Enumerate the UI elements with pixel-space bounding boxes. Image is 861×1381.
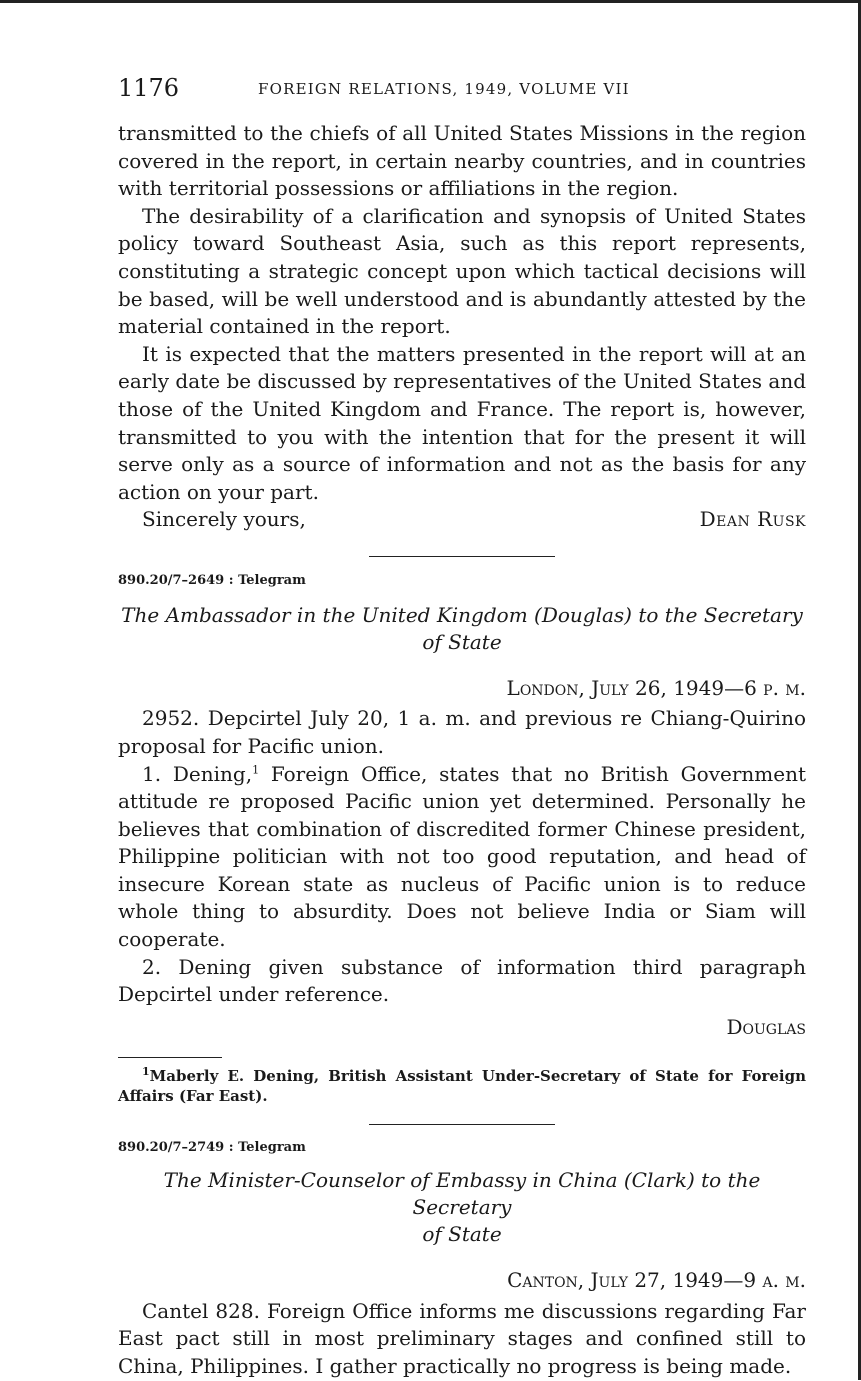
page-number: 1176 [118,74,180,102]
footnote-marker: 1 [142,1064,150,1078]
page-header [118,74,808,104]
doc1-signature: Douglas [726,1014,806,1039]
doc1-paragraph-3: 2. Dening given substance of information third paragraph Depcirtel under reference. [118,954,806,1007]
letter-paragraph-2: The desirability of a clarification and synopsis of United States policy toward Southeast Asia, such as this report represents, constituting a strategic concept upon which tactical decisions will be based, will be well understood and is abundantly attested by the material contained in the report. [118,203,806,339]
footnote [118,1066,806,1106]
letter-closing: Sincerely yours, [142,507,306,532]
doc2-heading-line-2: of State [422,1221,502,1246]
page-border-top [0,0,861,3]
doc1-paragraph-2-rest: Foreign Office, states that no British Government attitude re proposed Pacific union yet determined. Personally he believes that combination of discredited former Chinese president, Philippine politician with not too good reputation, and head of insecure Korean state as nucleus of Pacific union is to reduce whole thing to absurdity. Does not believe India or Siam will cooperate. [118,761,806,952]
running-head: FOREIGN RELATIONS, 1949, VOLUME VII [258,80,630,98]
doc1-paragraph-2-start: 1. Dening, [142,761,253,786]
page-body [118,120,806,1381]
doc1-dateline: London, July 26, 1949—6 p. m. [506,676,806,701]
letter-signoff [118,506,806,534]
doc2-heading-line-1: The Minister-Counselor of Embassy in China (Clark) to the Secretary [163,1167,761,1219]
letter-signature: Dean Rusk [699,507,806,532]
letter-paragraph-1: transmitted to the chiefs of all United States Missions in the region covered in the report, in certain nearby countries, and in countries with territorial possessions or affiliations in the region. [118,121,806,201]
doc2-file-number: 890.20/7–2749 : Telegram [118,1139,306,1155]
doc1-paragraph-1: 2952. Depcirtel July 20, 1 a. m. and previous re Chiang-Quirino proposal for Pacific union. [118,706,806,758]
doc2-paragraph-1: Cantel 828. Foreign Office informs me discussions regarding Far East pact still in most preliminary stages and confined still to China, Philippines. I gather practically no progress is being made. [118,1298,806,1379]
doc1-heading-line-2: of State [422,630,502,655]
footnote-text: Maberly E. Dening, British Assistant Under-Secretary of State for Foreign Affairs (Far East). [118,1066,806,1105]
doc1-paragraph-2 [118,761,806,954]
doc1-file-number: 890.20/7–2649 : Telegram [118,573,306,589]
doc1-heading-line-1: The Ambassador in the United Kingdom (Douglas) to the Secretary [121,603,803,628]
footnote-reference: 1 [252,762,260,776]
letter-paragraph-3: It is expected that the matters presented in the report will at an early date be discussed by representatives of the United States and those of the United Kingdom and France. The report is, however, transmitted to you with the intention that for the present it will serve only as a source of information and not as the basis for any action on your part. [118,341,806,504]
doc2-dateline: Canton, July 27, 1949—9 a. m. [507,1267,806,1292]
